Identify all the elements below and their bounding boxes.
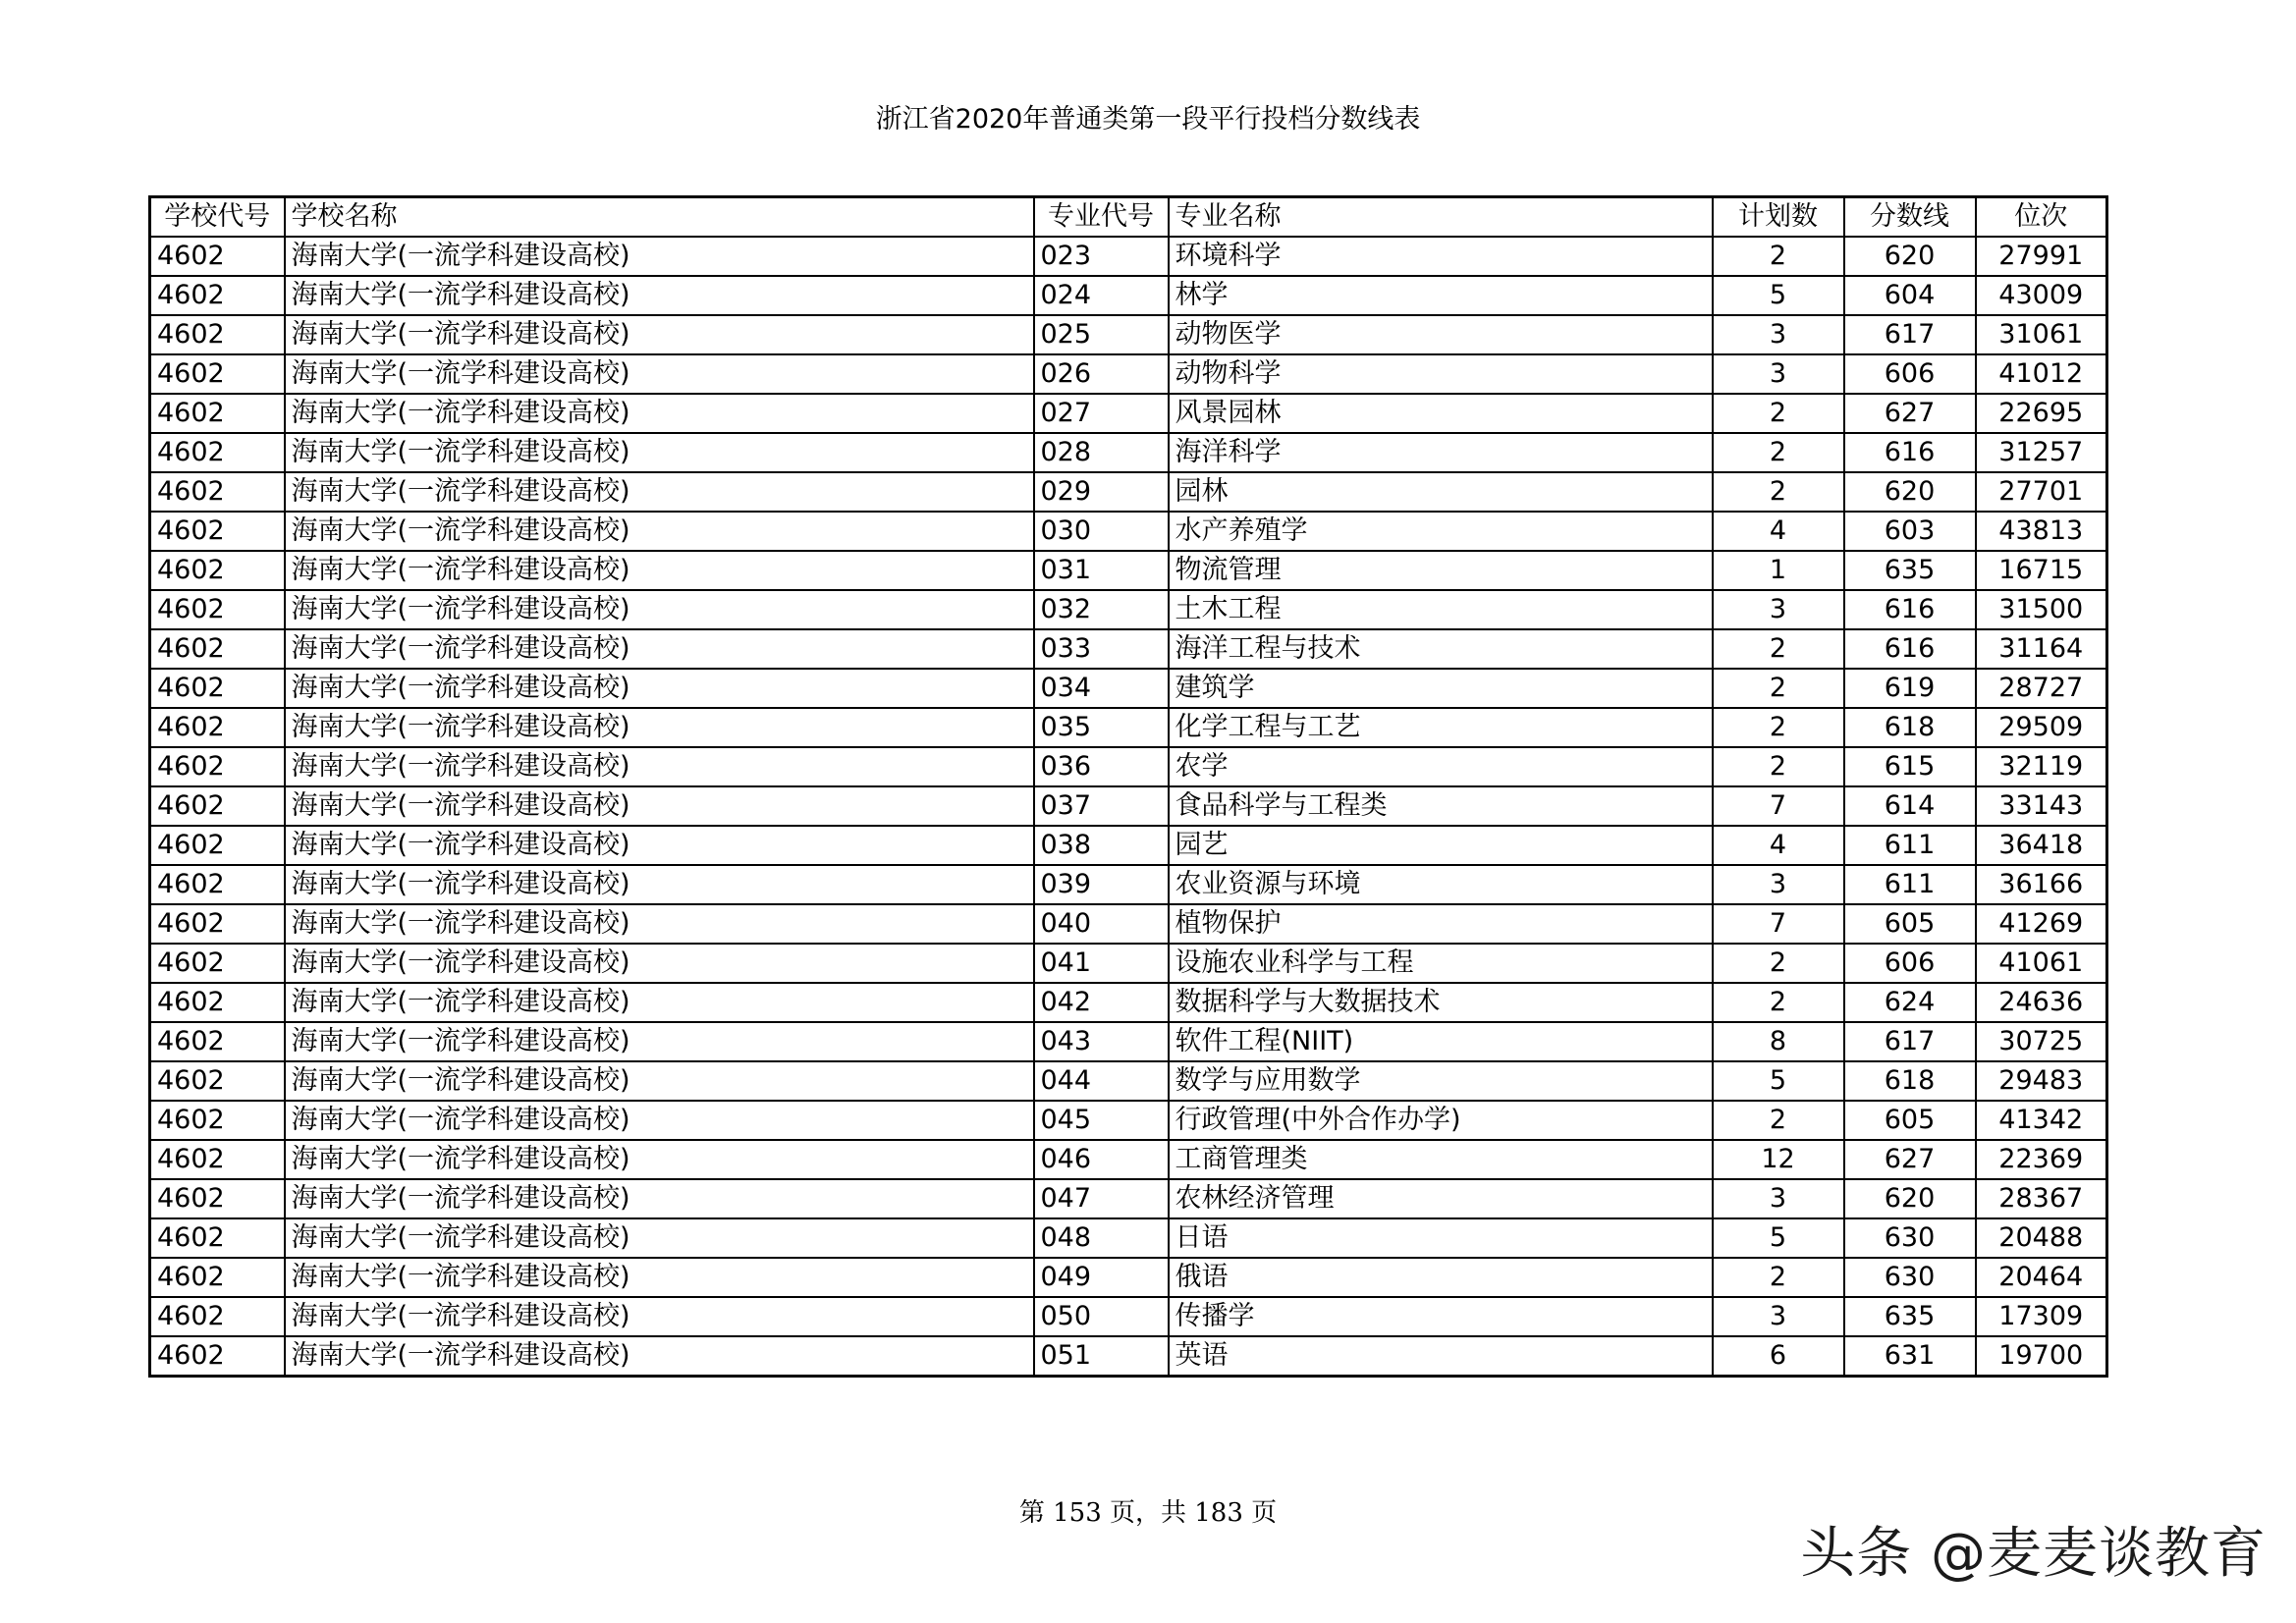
cell-major-name: 农林经济管理 bbox=[1169, 1179, 1713, 1218]
cell-major-name: 风景园林 bbox=[1169, 394, 1713, 433]
cell-school-name: 海南大学(一流学科建设高校) bbox=[285, 826, 1034, 865]
cell-plan: 3 bbox=[1713, 865, 1844, 904]
cell-major-code: 024 bbox=[1034, 276, 1169, 315]
header-rank: 位次 bbox=[1976, 197, 2107, 238]
cell-school-code: 4602 bbox=[150, 1179, 285, 1218]
table-row bbox=[150, 1218, 2107, 1258]
cell-rank: 19700 bbox=[1976, 1336, 2107, 1377]
cell-rank: 41342 bbox=[1976, 1101, 2107, 1140]
cell-major-code: 046 bbox=[1034, 1140, 1169, 1179]
cell-major-code: 039 bbox=[1034, 865, 1169, 904]
table-row bbox=[150, 433, 2107, 472]
cell-school-code: 4602 bbox=[150, 512, 285, 551]
cell-score: 620 bbox=[1844, 237, 1976, 276]
cell-major-name: 土木工程 bbox=[1169, 590, 1713, 629]
cell-major-code: 048 bbox=[1034, 1218, 1169, 1258]
table-row bbox=[150, 1061, 2107, 1101]
cell-plan: 2 bbox=[1713, 983, 1844, 1022]
cell-school-code: 4602 bbox=[150, 1218, 285, 1258]
cell-major-code: 047 bbox=[1034, 1179, 1169, 1218]
cell-major-code: 045 bbox=[1034, 1101, 1169, 1140]
cell-major-name: 动物医学 bbox=[1169, 315, 1713, 354]
cell-school-code: 4602 bbox=[150, 354, 285, 394]
cell-school-name: 海南大学(一流学科建设高校) bbox=[285, 276, 1034, 315]
cell-rank: 32119 bbox=[1976, 747, 2107, 786]
cell-school-code: 4602 bbox=[150, 1140, 285, 1179]
header-major-code: 专业代号 bbox=[1034, 197, 1169, 238]
cell-school-name: 海南大学(一流学科建设高校) bbox=[285, 237, 1034, 276]
cell-major-name: 环境科学 bbox=[1169, 237, 1713, 276]
cell-major-code: 036 bbox=[1034, 747, 1169, 786]
cell-plan: 2 bbox=[1713, 747, 1844, 786]
table-row bbox=[150, 629, 2107, 669]
cell-score: 618 bbox=[1844, 1061, 1976, 1101]
cell-major-name: 海洋科学 bbox=[1169, 433, 1713, 472]
table-row bbox=[150, 904, 2107, 944]
cell-major-name: 俄语 bbox=[1169, 1258, 1713, 1297]
cell-major-name: 园林 bbox=[1169, 472, 1713, 512]
table-row bbox=[150, 865, 2107, 904]
cell-major-name: 数学与应用数学 bbox=[1169, 1061, 1713, 1101]
cell-plan: 2 bbox=[1713, 1101, 1844, 1140]
cell-rank: 22695 bbox=[1976, 394, 2107, 433]
cell-score: 604 bbox=[1844, 276, 1976, 315]
cell-school-code: 4602 bbox=[150, 786, 285, 826]
cell-rank: 43813 bbox=[1976, 512, 2107, 551]
cell-plan: 3 bbox=[1713, 590, 1844, 629]
cell-major-code: 025 bbox=[1034, 315, 1169, 354]
cell-school-name: 海南大学(一流学科建设高校) bbox=[285, 629, 1034, 669]
cell-score: 620 bbox=[1844, 472, 1976, 512]
cell-major-name: 植物保护 bbox=[1169, 904, 1713, 944]
table-row bbox=[150, 354, 2107, 394]
cell-major-name: 英语 bbox=[1169, 1336, 1713, 1377]
cell-major-code: 032 bbox=[1034, 590, 1169, 629]
cell-score: 620 bbox=[1844, 1179, 1976, 1218]
cell-school-name: 海南大学(一流学科建设高校) bbox=[285, 1297, 1034, 1336]
cell-school-code: 4602 bbox=[150, 1022, 285, 1061]
cell-major-code: 037 bbox=[1034, 786, 1169, 826]
cell-score: 615 bbox=[1844, 747, 1976, 786]
cell-major-code: 028 bbox=[1034, 433, 1169, 472]
cell-rank: 20488 bbox=[1976, 1218, 2107, 1258]
cell-plan: 5 bbox=[1713, 1061, 1844, 1101]
cell-score: 614 bbox=[1844, 786, 1976, 826]
cell-rank: 27991 bbox=[1976, 237, 2107, 276]
cell-score: 616 bbox=[1844, 629, 1976, 669]
cell-major-name: 农业资源与环境 bbox=[1169, 865, 1713, 904]
cell-score: 606 bbox=[1844, 354, 1976, 394]
cell-school-name: 海南大学(一流学科建设高校) bbox=[285, 1140, 1034, 1179]
table-row bbox=[150, 708, 2107, 747]
table-row bbox=[150, 786, 2107, 826]
cell-school-name: 海南大学(一流学科建设高校) bbox=[285, 1022, 1034, 1061]
cell-major-name: 农学 bbox=[1169, 747, 1713, 786]
cell-score: 630 bbox=[1844, 1258, 1976, 1297]
cell-major-code: 035 bbox=[1034, 708, 1169, 747]
cell-major-name: 工商管理类 bbox=[1169, 1140, 1713, 1179]
cell-school-code: 4602 bbox=[150, 276, 285, 315]
cell-school-name: 海南大学(一流学科建设高校) bbox=[285, 590, 1034, 629]
cell-rank: 30725 bbox=[1976, 1022, 2107, 1061]
cell-plan: 3 bbox=[1713, 315, 1844, 354]
cell-school-name: 海南大学(一流学科建设高校) bbox=[285, 669, 1034, 708]
cell-school-name: 海南大学(一流学科建设高校) bbox=[285, 472, 1034, 512]
watermark: 头条 @麦麦谈教育 bbox=[1800, 1522, 2267, 1586]
cell-major-name: 海洋工程与技术 bbox=[1169, 629, 1713, 669]
table-row bbox=[150, 826, 2107, 865]
cell-score: 606 bbox=[1844, 944, 1976, 983]
table-row bbox=[150, 669, 2107, 708]
cell-school-code: 4602 bbox=[150, 590, 285, 629]
header-major-name: 专业名称 bbox=[1169, 197, 1713, 238]
cell-school-code: 4602 bbox=[150, 904, 285, 944]
cell-plan: 12 bbox=[1713, 1140, 1844, 1179]
cell-score: 605 bbox=[1844, 1101, 1976, 1140]
cell-school-name: 海南大学(一流学科建设高校) bbox=[285, 1101, 1034, 1140]
table-row bbox=[150, 1258, 2107, 1297]
cell-major-name: 建筑学 bbox=[1169, 669, 1713, 708]
cell-school-name: 海南大学(一流学科建设高校) bbox=[285, 865, 1034, 904]
cell-school-name: 海南大学(一流学科建设高校) bbox=[285, 983, 1034, 1022]
table-body bbox=[150, 237, 2107, 1377]
cell-rank: 22369 bbox=[1976, 1140, 2107, 1179]
cell-school-name: 海南大学(一流学科建设高校) bbox=[285, 551, 1034, 590]
table-row bbox=[150, 944, 2107, 983]
cell-school-code: 4602 bbox=[150, 983, 285, 1022]
cell-score: 627 bbox=[1844, 394, 1976, 433]
cell-school-code: 4602 bbox=[150, 747, 285, 786]
cell-major-code: 040 bbox=[1034, 904, 1169, 944]
cell-rank: 28727 bbox=[1976, 669, 2107, 708]
header-school-code: 学校代号 bbox=[150, 197, 285, 238]
cell-plan: 5 bbox=[1713, 276, 1844, 315]
cell-school-name: 海南大学(一流学科建设高校) bbox=[285, 512, 1034, 551]
cell-plan: 3 bbox=[1713, 1297, 1844, 1336]
cell-plan: 2 bbox=[1713, 629, 1844, 669]
cell-rank: 27701 bbox=[1976, 472, 2107, 512]
cell-rank: 41269 bbox=[1976, 904, 2107, 944]
cell-major-name: 水产养殖学 bbox=[1169, 512, 1713, 551]
table-row bbox=[150, 551, 2107, 590]
cell-rank: 28367 bbox=[1976, 1179, 2107, 1218]
cell-major-code: 027 bbox=[1034, 394, 1169, 433]
cell-score: 617 bbox=[1844, 1022, 1976, 1061]
cell-score: 627 bbox=[1844, 1140, 1976, 1179]
cell-major-name: 动物科学 bbox=[1169, 354, 1713, 394]
cell-score: 635 bbox=[1844, 551, 1976, 590]
cell-school-name: 海南大学(一流学科建设高校) bbox=[285, 944, 1034, 983]
cell-rank: 36418 bbox=[1976, 826, 2107, 865]
cell-major-code: 026 bbox=[1034, 354, 1169, 394]
cell-score: 630 bbox=[1844, 1218, 1976, 1258]
cell-major-name: 日语 bbox=[1169, 1218, 1713, 1258]
table-row bbox=[150, 512, 2107, 551]
cell-school-code: 4602 bbox=[150, 433, 285, 472]
cell-rank: 31257 bbox=[1976, 433, 2107, 472]
table-row bbox=[150, 1179, 2107, 1218]
cell-score: 611 bbox=[1844, 865, 1976, 904]
cell-plan: 2 bbox=[1713, 433, 1844, 472]
table-row bbox=[150, 237, 2107, 276]
cell-school-name: 海南大学(一流学科建设高校) bbox=[285, 1258, 1034, 1297]
cell-school-code: 4602 bbox=[150, 708, 285, 747]
cell-rank: 41061 bbox=[1976, 944, 2107, 983]
cell-plan: 3 bbox=[1713, 1179, 1844, 1218]
table-row bbox=[150, 1297, 2107, 1336]
cell-major-name: 行政管理(中外合作办学) bbox=[1169, 1101, 1713, 1140]
cell-score: 635 bbox=[1844, 1297, 1976, 1336]
cell-school-name: 海南大学(一流学科建设高校) bbox=[285, 1218, 1034, 1258]
table-row bbox=[150, 1140, 2107, 1179]
cell-school-name: 海南大学(一流学科建设高校) bbox=[285, 354, 1034, 394]
cell-school-name: 海南大学(一流学科建设高校) bbox=[285, 747, 1034, 786]
cell-major-code: 029 bbox=[1034, 472, 1169, 512]
cell-score: 631 bbox=[1844, 1336, 1976, 1377]
cell-major-code: 031 bbox=[1034, 551, 1169, 590]
cell-plan: 3 bbox=[1713, 354, 1844, 394]
cell-major-name: 园艺 bbox=[1169, 826, 1713, 865]
cell-rank: 41012 bbox=[1976, 354, 2107, 394]
cell-school-name: 海南大学(一流学科建设高校) bbox=[285, 786, 1034, 826]
cell-rank: 29483 bbox=[1976, 1061, 2107, 1101]
header-score: 分数线 bbox=[1844, 197, 1976, 238]
cell-major-code: 050 bbox=[1034, 1297, 1169, 1336]
cell-school-code: 4602 bbox=[150, 1336, 285, 1377]
cell-major-code: 044 bbox=[1034, 1061, 1169, 1101]
cell-plan: 7 bbox=[1713, 904, 1844, 944]
cell-plan: 4 bbox=[1713, 512, 1844, 551]
table-row bbox=[150, 394, 2107, 433]
cell-score: 624 bbox=[1844, 983, 1976, 1022]
cell-plan: 5 bbox=[1713, 1218, 1844, 1258]
cell-school-code: 4602 bbox=[150, 1297, 285, 1336]
cell-rank: 16715 bbox=[1976, 551, 2107, 590]
cell-major-code: 034 bbox=[1034, 669, 1169, 708]
cell-rank: 31061 bbox=[1976, 315, 2107, 354]
cell-school-name: 海南大学(一流学科建设高校) bbox=[285, 1061, 1034, 1101]
cell-major-name: 数据科学与大数据技术 bbox=[1169, 983, 1713, 1022]
cell-major-code: 051 bbox=[1034, 1336, 1169, 1377]
cell-rank: 29509 bbox=[1976, 708, 2107, 747]
cell-plan: 2 bbox=[1713, 394, 1844, 433]
cell-plan: 6 bbox=[1713, 1336, 1844, 1377]
cell-plan: 2 bbox=[1713, 944, 1844, 983]
cell-plan: 8 bbox=[1713, 1022, 1844, 1061]
table-row bbox=[150, 1336, 2107, 1377]
cell-rank: 31500 bbox=[1976, 590, 2107, 629]
cell-score: 617 bbox=[1844, 315, 1976, 354]
table-row bbox=[150, 1022, 2107, 1061]
table-row bbox=[150, 747, 2107, 786]
cell-plan: 2 bbox=[1713, 472, 1844, 512]
cell-major-code: 038 bbox=[1034, 826, 1169, 865]
table-row bbox=[150, 1101, 2107, 1140]
cell-plan: 4 bbox=[1713, 826, 1844, 865]
cell-school-code: 4602 bbox=[150, 315, 285, 354]
cell-major-name: 设施农业科学与工程 bbox=[1169, 944, 1713, 983]
cell-rank: 31164 bbox=[1976, 629, 2107, 669]
page-footer: 第 153 页，共 183 页 bbox=[1018, 1498, 1278, 1528]
cell-major-code: 023 bbox=[1034, 237, 1169, 276]
cell-rank: 33143 bbox=[1976, 786, 2107, 826]
cell-school-name: 海南大学(一流学科建设高校) bbox=[285, 904, 1034, 944]
cell-major-code: 049 bbox=[1034, 1258, 1169, 1297]
cell-school-name: 海南大学(一流学科建设高校) bbox=[285, 433, 1034, 472]
cell-score: 603 bbox=[1844, 512, 1976, 551]
table-row bbox=[150, 472, 2107, 512]
cell-major-code: 043 bbox=[1034, 1022, 1169, 1061]
table-row bbox=[150, 315, 2107, 354]
cell-school-code: 4602 bbox=[150, 944, 285, 983]
cell-score: 611 bbox=[1844, 826, 1976, 865]
cell-rank: 20464 bbox=[1976, 1258, 2107, 1297]
page-title: 浙江省2020年普通类第一段平行投档分数线表 bbox=[875, 104, 1421, 135]
cell-school-name: 海南大学(一流学科建设高校) bbox=[285, 315, 1034, 354]
cell-plan: 2 bbox=[1713, 237, 1844, 276]
cell-plan: 2 bbox=[1713, 708, 1844, 747]
cell-score: 616 bbox=[1844, 590, 1976, 629]
cell-score: 619 bbox=[1844, 669, 1976, 708]
cell-plan: 2 bbox=[1713, 669, 1844, 708]
cell-plan: 1 bbox=[1713, 551, 1844, 590]
header-plan: 计划数 bbox=[1713, 197, 1844, 238]
cell-major-name: 物流管理 bbox=[1169, 551, 1713, 590]
table-row bbox=[150, 590, 2107, 629]
cell-rank: 17309 bbox=[1976, 1297, 2107, 1336]
header-school-name: 学校名称 bbox=[285, 197, 1034, 238]
cell-school-code: 4602 bbox=[150, 1258, 285, 1297]
cell-major-code: 033 bbox=[1034, 629, 1169, 669]
cell-score: 618 bbox=[1844, 708, 1976, 747]
cell-score: 616 bbox=[1844, 433, 1976, 472]
cell-plan: 2 bbox=[1713, 1258, 1844, 1297]
score-table bbox=[148, 195, 2108, 1378]
cell-major-name: 化学工程与工艺 bbox=[1169, 708, 1713, 747]
cell-school-code: 4602 bbox=[150, 865, 285, 904]
cell-major-code: 042 bbox=[1034, 983, 1169, 1022]
cell-school-code: 4602 bbox=[150, 394, 285, 433]
header-row bbox=[150, 197, 2107, 238]
cell-major-name: 食品科学与工程类 bbox=[1169, 786, 1713, 826]
cell-major-name: 传播学 bbox=[1169, 1297, 1713, 1336]
cell-school-code: 4602 bbox=[150, 237, 285, 276]
cell-school-code: 4602 bbox=[150, 826, 285, 865]
cell-rank: 43009 bbox=[1976, 276, 2107, 315]
cell-school-code: 4602 bbox=[150, 1061, 285, 1101]
cell-school-code: 4602 bbox=[150, 669, 285, 708]
cell-school-name: 海南大学(一流学科建设高校) bbox=[285, 394, 1034, 433]
cell-plan: 7 bbox=[1713, 786, 1844, 826]
cell-score: 605 bbox=[1844, 904, 1976, 944]
cell-school-code: 4602 bbox=[150, 1101, 285, 1140]
table-row bbox=[150, 276, 2107, 315]
cell-school-name: 海南大学(一流学科建设高校) bbox=[285, 1179, 1034, 1218]
cell-rank: 36166 bbox=[1976, 865, 2107, 904]
cell-school-name: 海南大学(一流学科建设高校) bbox=[285, 708, 1034, 747]
cell-rank: 24636 bbox=[1976, 983, 2107, 1022]
cell-school-code: 4602 bbox=[150, 551, 285, 590]
cell-school-name: 海南大学(一流学科建设高校) bbox=[285, 1336, 1034, 1377]
cell-major-code: 030 bbox=[1034, 512, 1169, 551]
cell-major-code: 041 bbox=[1034, 944, 1169, 983]
table-row bbox=[150, 983, 2107, 1022]
cell-school-code: 4602 bbox=[150, 472, 285, 512]
cell-major-name: 林学 bbox=[1169, 276, 1713, 315]
cell-school-code: 4602 bbox=[150, 629, 285, 669]
cell-major-name: 软件工程(NIIT) bbox=[1169, 1022, 1713, 1061]
